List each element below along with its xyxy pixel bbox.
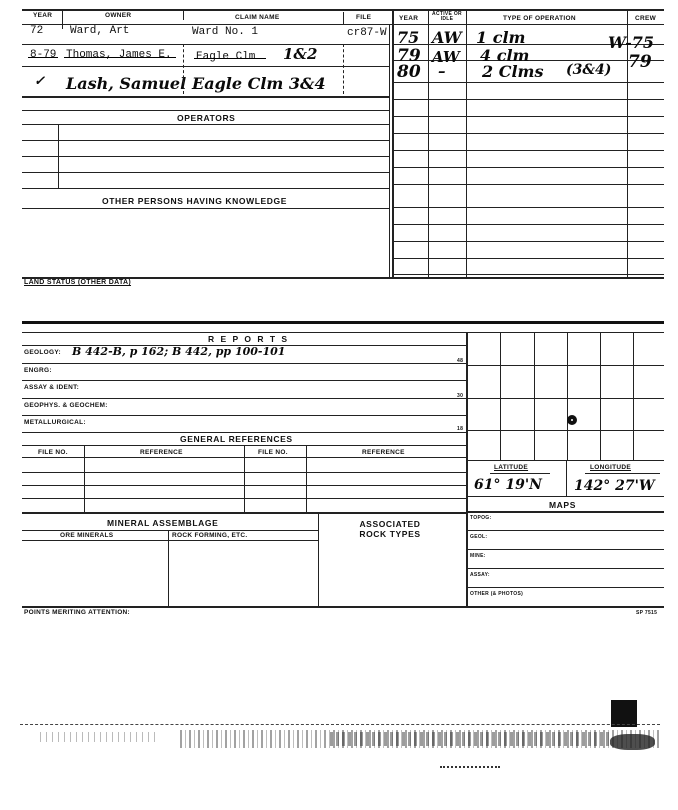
act1-status: AW bbox=[432, 28, 462, 47]
topog-label: TOPOG: bbox=[470, 515, 492, 521]
row3-owner: Lash, Samuel bbox=[66, 74, 187, 93]
act2-crew: 79 bbox=[628, 52, 652, 72]
type-operation-header: TYPE OF OPERATION bbox=[503, 15, 576, 22]
assay-label: ASSAY & IDENT: bbox=[24, 384, 80, 391]
latitude-value: 61° 19'N bbox=[474, 477, 542, 493]
other-persons-title: OTHER PERSONS HAVING KNOWLEDGE bbox=[102, 196, 288, 206]
act3-year: 80 bbox=[397, 62, 421, 82]
row1-year: 72 bbox=[30, 25, 44, 37]
form-code: SP 7515 bbox=[636, 610, 658, 616]
row3-check: ✓ bbox=[34, 74, 45, 89]
act3-status: – bbox=[438, 62, 446, 80]
reports-title: R E P O R T S bbox=[208, 334, 290, 344]
row1-owner: Ward, Art bbox=[70, 25, 130, 37]
crew-header: CREW bbox=[635, 15, 657, 22]
engrg-label: ENGRG: bbox=[24, 367, 52, 374]
metallurgical-label: METALLURGICAL: bbox=[24, 419, 86, 426]
act1-crew: W-75 bbox=[608, 33, 654, 52]
geol-label: GEOL: bbox=[470, 534, 488, 540]
row1-claim: Ward No. 1 bbox=[192, 26, 259, 38]
ref-col-file-no-2: FILE NO. bbox=[258, 449, 288, 456]
mineral-assemblage-title: MINERAL ASSEMBLAGE bbox=[107, 518, 219, 528]
row2-claim: Eagle Clm bbox=[196, 51, 256, 63]
general-references-title: GENERAL REFERENCES bbox=[180, 434, 293, 444]
ref-col-reference: REFERENCE bbox=[140, 449, 183, 456]
row2-claim-hand: 1&2 bbox=[283, 45, 318, 63]
other-photos-label: OTHER (& PHOTOS) bbox=[470, 591, 524, 597]
act1-operation: 1 clm bbox=[476, 28, 526, 47]
separator-line bbox=[22, 321, 664, 324]
act2-year: 79 bbox=[397, 46, 421, 66]
grid-num-18: 18 bbox=[457, 426, 464, 432]
act2-operation: 4 clm bbox=[480, 46, 530, 65]
longitude-value: 142° 27'W bbox=[574, 478, 655, 494]
claim-name-header: CLAIM NAME bbox=[235, 14, 280, 21]
mine-label: MINE: bbox=[470, 553, 486, 559]
act3-operation: 2 Clms bbox=[482, 62, 544, 81]
year-header: YEAR bbox=[33, 12, 53, 19]
geology-value: B 442-B, p 162; B 442, pp 100-101 bbox=[72, 345, 286, 358]
geophys-label: GEOPHYS. & GEOCHEM: bbox=[24, 402, 108, 409]
row2-year: 8-79 bbox=[30, 49, 57, 61]
active-idle-header: ACTIVE OR IDLE bbox=[432, 11, 462, 22]
year2-header: YEAR bbox=[399, 15, 419, 22]
geology-label: GEOLOGY: bbox=[24, 349, 61, 356]
scan-noise-band bbox=[0, 700, 678, 780]
row2-owner: Thomas, James E. bbox=[66, 49, 172, 61]
points-meriting-label: POINTS MERITING ATTENTION: bbox=[24, 609, 131, 616]
associated-rock-types-title: ASSOCIATED ROCK TYPES bbox=[359, 519, 421, 539]
row1-file: cr87-W bbox=[347, 27, 387, 39]
act2-status: AW bbox=[432, 48, 460, 66]
land-status-label: LAND STATUS (OTHER DATA) bbox=[24, 279, 132, 286]
operators-title: OPERATORS bbox=[177, 113, 236, 123]
latitude-label: LATITUDE bbox=[494, 464, 529, 471]
act3-note: (3&4) bbox=[566, 62, 612, 78]
owner-header: OWNER bbox=[105, 12, 132, 19]
file-header: FILE bbox=[356, 14, 372, 21]
row3-claim: Eagle Clm 3&4 bbox=[192, 74, 326, 93]
ore-minerals-label: ORE MINERALS bbox=[60, 532, 114, 539]
grid-num-48: 48 bbox=[457, 358, 464, 364]
grid-num-30: 30 bbox=[457, 393, 464, 399]
act1-year: 75 bbox=[397, 28, 420, 47]
maps-title: MAPS bbox=[549, 500, 576, 510]
assay-map-label: ASSAY: bbox=[470, 572, 490, 578]
ref-col-file-no: FILE NO. bbox=[38, 449, 68, 456]
rock-forming-label: ROCK FORMING, ETC. bbox=[172, 532, 248, 539]
location-marker-icon bbox=[567, 415, 577, 425]
longitude-label: LONGITUDE bbox=[590, 464, 631, 471]
ref-col-reference-2: REFERENCE bbox=[362, 449, 405, 456]
